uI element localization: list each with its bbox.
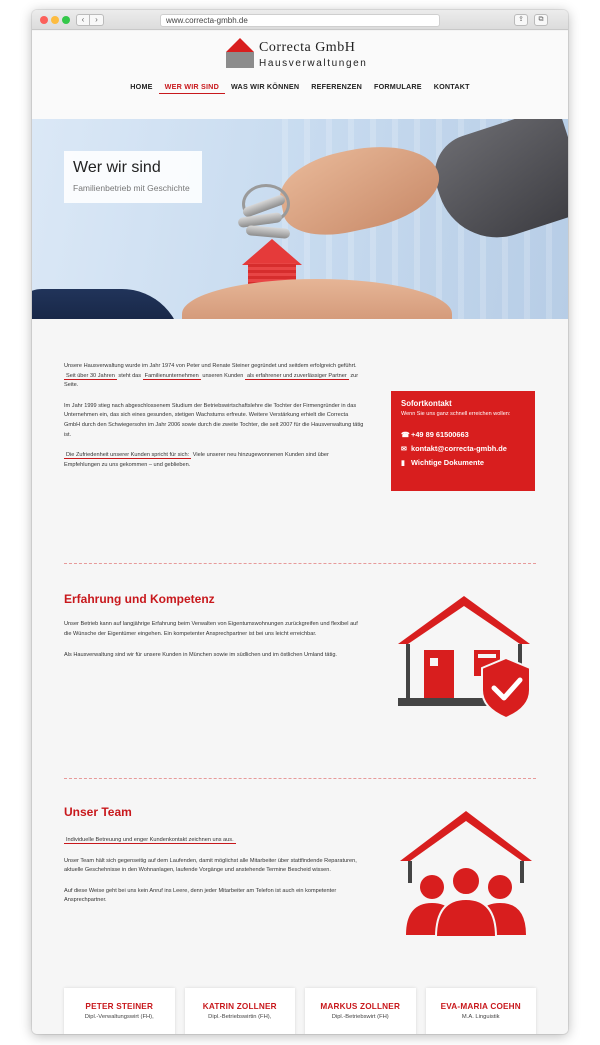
address-bar[interactable]: www.correcta-gmbh.de [160, 14, 440, 27]
back-button[interactable]: ‹ [76, 14, 90, 26]
nav-formulare[interactable]: FORMULARE [374, 82, 422, 91]
page-subtitle: Familienbetrieb mit Geschichte [73, 183, 190, 193]
phone-icon: ☎ [401, 431, 410, 439]
hero-caption [64, 151, 202, 203]
intro-paragraph-2: Im Jahr 1999 stieg nach abgeschlossenem Studium der Betriebswirtschaftslehre die Tochter der Firmengründer in das Unternehmen ein, das sich eines gesunden, stetigen Wachstums erfreute. Weitere Verstärkung erhielt die Correcta GmbH durch den Schwiegersohn im Jahr 2006 sowie durch die zweite Tochter, die seit 2007 für die Hausverwaltung tätig ist. [64, 402, 364, 438]
intro-paragraph-1 [64, 362, 364, 391]
logo-roof-icon [226, 38, 254, 52]
contact-title: Sofortkontakt [401, 399, 452, 408]
intro-text-part: Viele unserer neu hinzugewonnenen Kunden sind über Empfehlungen zu uns gekommen – und geblieben. [64, 452, 329, 468]
share-icon[interactable]: ⇪ [514, 14, 528, 26]
team-member-role: Dipl.-Betriebswirt (FH) [331, 1014, 389, 1020]
team-card[interactable] [426, 988, 537, 1034]
tabs-icon[interactable]: ⧉ [534, 14, 548, 26]
experience-text [64, 620, 360, 661]
hero-banner [32, 119, 568, 319]
browser-window [32, 10, 568, 1034]
intro-paragraph-3 [64, 451, 364, 470]
history-buttons [76, 14, 104, 26]
nav-kontakt[interactable]: KONTAKT [433, 82, 470, 91]
intro-highlight: Familienunternehmen [144, 372, 199, 379]
team-house-illustration [398, 807, 534, 939]
contact-phone-link[interactable] [401, 430, 525, 439]
team-text [64, 836, 360, 906]
team-paragraph-1: Unser Team hält sich gegenseitig auf dem Laufenden, damit möglichst alle Mitarbeiter über stattfindende Reparaturen, aktuelle Geschehnisse in den Wohnanlagen, laufende Vorgänge und anstehende Termine Bescheid wissen. [64, 857, 357, 874]
team-cards [64, 988, 536, 1034]
contact-email-link[interactable] [401, 444, 525, 453]
team-member-role: M.A. Linguistik [461, 1014, 500, 1020]
page-title: Wer wir sind [73, 159, 161, 176]
contact-phone: +49 89 61500663 [411, 430, 469, 439]
browser-titlebar [32, 10, 568, 30]
section-divider [64, 563, 536, 564]
experience-title: Erfahrung und Kompetenz [64, 592, 215, 606]
logo-subtitle: Hausverwaltungen [259, 58, 368, 69]
nav-was-wir-koennen[interactable]: WAS WIR KÖNNEN [230, 82, 300, 91]
intro-text [64, 362, 364, 470]
section-divider [64, 778, 536, 779]
team-highlight: Individuelle Betreuung und enger Kundenkontakt zeichnen uns aus. [66, 837, 234, 843]
house-shield-illustration [394, 592, 534, 722]
experience-paragraph-2: Als Hausverwaltung sind wir für unsere Kunden in München sowie im südlichen und im östlichen Umland tätig. [64, 652, 337, 659]
intro-highlight: als erfahrener und zuverlässiger Partner [246, 372, 347, 379]
intro-text-part: Unsere Hausverwaltung wurde im Jahr 1974 von Peter und Renate Steiner gegründet und seitdem erfolgreich geführt. [64, 363, 357, 369]
nav-referenzen[interactable]: REFERENZEN [311, 82, 362, 91]
nav-wer-wir-sind[interactable]: WER WIR SIND [159, 80, 225, 94]
logo[interactable] [226, 38, 386, 76]
maximize-window-icon[interactable] [62, 16, 70, 24]
forward-button[interactable]: › [90, 14, 104, 26]
team-member-name: KATRIN ZOLLNER [202, 1002, 277, 1011]
team-member-role: Dipl.-Betriebswirtin (FH), [208, 1014, 272, 1020]
close-window-icon[interactable] [40, 16, 48, 24]
contact-documents: Wichtige Dokumente [411, 458, 485, 467]
team-card[interactable] [305, 988, 416, 1034]
minimize-window-icon[interactable] [51, 16, 59, 24]
team-member-name: MARKUS ZOLLNER [320, 1002, 401, 1011]
team-highlight-paragraph [64, 836, 360, 846]
experience-paragraph-1: Unser Betrieb kann auf langjährige Erfahrung beim Verwalten von Eigentumswohnungen zurückgreifen und flexibel auf die Wünsche der Eigentümer eingehen. Ein kompetenter Ansprechpartner ist bei uns leicht erreichbar. [64, 621, 358, 637]
intro-text-part: zur Seite. [64, 372, 359, 389]
contact-documents-link[interactable] [401, 458, 525, 467]
team-card[interactable] [185, 988, 296, 1034]
team-paragraph-2: Auf diese Weise geht bei uns kein Anruf ins Leere, denn jeder Mitarbeiter am Telefon ist auch ein kompetenter Ansprechpartner. [64, 887, 337, 904]
main-navigation [32, 80, 568, 94]
hero-sleeve-bottom-image [32, 289, 182, 319]
team-card[interactable] [64, 988, 175, 1034]
contact-text: Wenn Sie uns ganz schnell erreichen wollen: [401, 411, 511, 417]
intro-highlight: Seit über 30 Jahren [66, 372, 115, 379]
site-header [32, 31, 568, 119]
logo-name: Correcta GmbH [259, 40, 356, 55]
logo-base-icon [226, 52, 254, 68]
intro-text-part: unseren Kunden [202, 372, 244, 379]
intro-text-part: steht das [118, 372, 142, 379]
quick-contact-box [391, 391, 535, 491]
intro-highlight: Die Zufriedenheit unserer Kunden spricht für sich: [66, 452, 190, 459]
document-icon: ▮ [401, 459, 405, 467]
team-member-name: PETER STEINER [85, 1002, 154, 1011]
nav-home[interactable]: HOME [130, 82, 153, 91]
email-icon: ✉ [401, 445, 407, 453]
team-title: Unser Team [64, 805, 132, 819]
team-member-name: EVA-MARIA COEHN [440, 1002, 521, 1011]
team-member-role: Dipl.-Verwaltungswirt (FH), [84, 1014, 154, 1020]
contact-email: kontakt@correcta-gmbh.de [411, 444, 507, 453]
